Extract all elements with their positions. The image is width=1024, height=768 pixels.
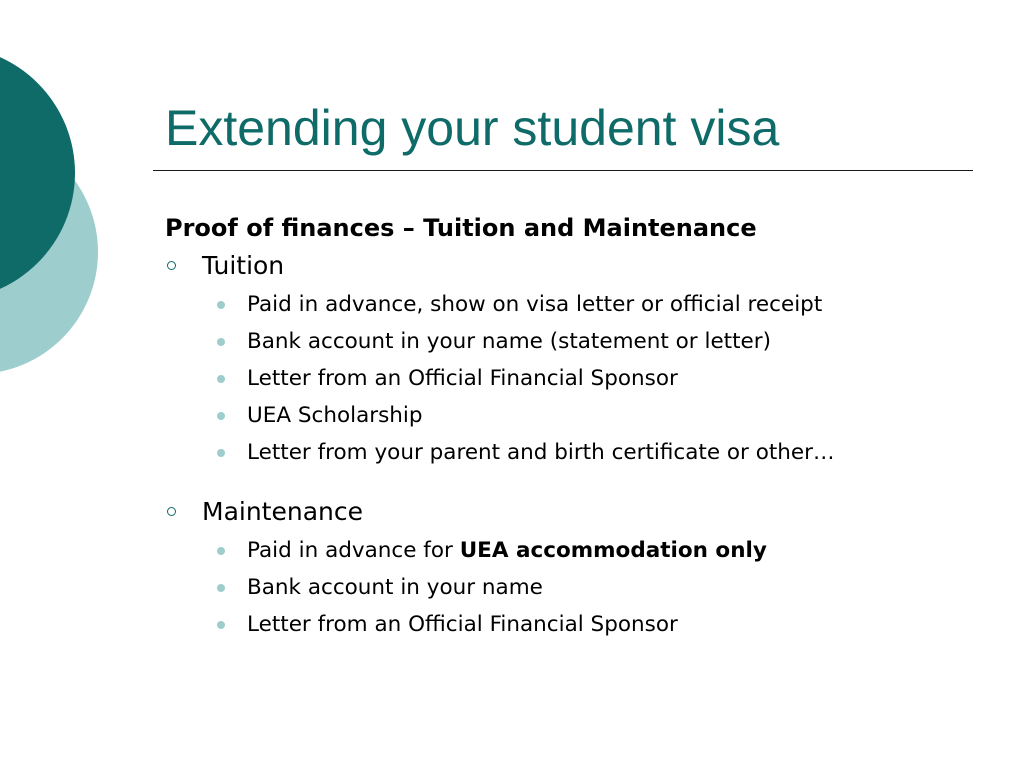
list-item-text: Paid in advance, show on visa letter or official receipt [247,292,823,317]
list-item-text: Bank account in your name [247,575,543,600]
dot-bullet-icon [217,338,225,346]
list-item [165,397,985,434]
list-item [165,434,985,471]
list-item-text: UEA Scholarship [247,403,423,428]
list-item [165,606,985,643]
list-item [165,569,985,606]
list-item-text: Letter from your parent and birth certificate or other… [247,440,835,465]
list-item-text: Bank account in your name (statement or letter) [247,329,771,354]
list-item [165,286,985,323]
dot-bullet-icon [217,621,225,629]
list-item-text: Letter from an Official Financial Sponsor [247,366,678,391]
slide-content [165,210,985,643]
slide-title: Extending your student visa [165,100,780,156]
maintenance-list [165,532,985,643]
list-item [165,323,985,360]
decorative-circles [0,0,110,400]
tuition-section [165,246,985,471]
title-divider [153,170,973,171]
list-item-text: Paid in advance for [247,538,460,563]
emphasis-text: UEA accommodation only [459,538,767,563]
bullet-maintenance [165,492,985,532]
dot-bullet-icon [217,449,225,457]
dot-bullet-icon [217,547,225,555]
list-item [165,532,985,569]
bullet-label: Maintenance [202,497,363,526]
tuition-list [165,286,985,471]
hollow-circle-bullet-icon [167,261,176,270]
bullet-tuition [165,246,985,286]
section-heading: Proof of finances – Tuition and Maintenance [165,214,757,242]
spacer [165,471,985,492]
hollow-circle-bullet-icon [167,507,176,516]
list-item [165,360,985,397]
maintenance-section [165,492,985,643]
dot-bullet-icon [217,301,225,309]
bullet-label: Tuition [202,251,285,280]
list-item-text: Letter from an Official Financial Sponsor [247,612,678,637]
dot-bullet-icon [217,375,225,383]
dot-bullet-icon [217,584,225,592]
dot-bullet-icon [217,412,225,420]
